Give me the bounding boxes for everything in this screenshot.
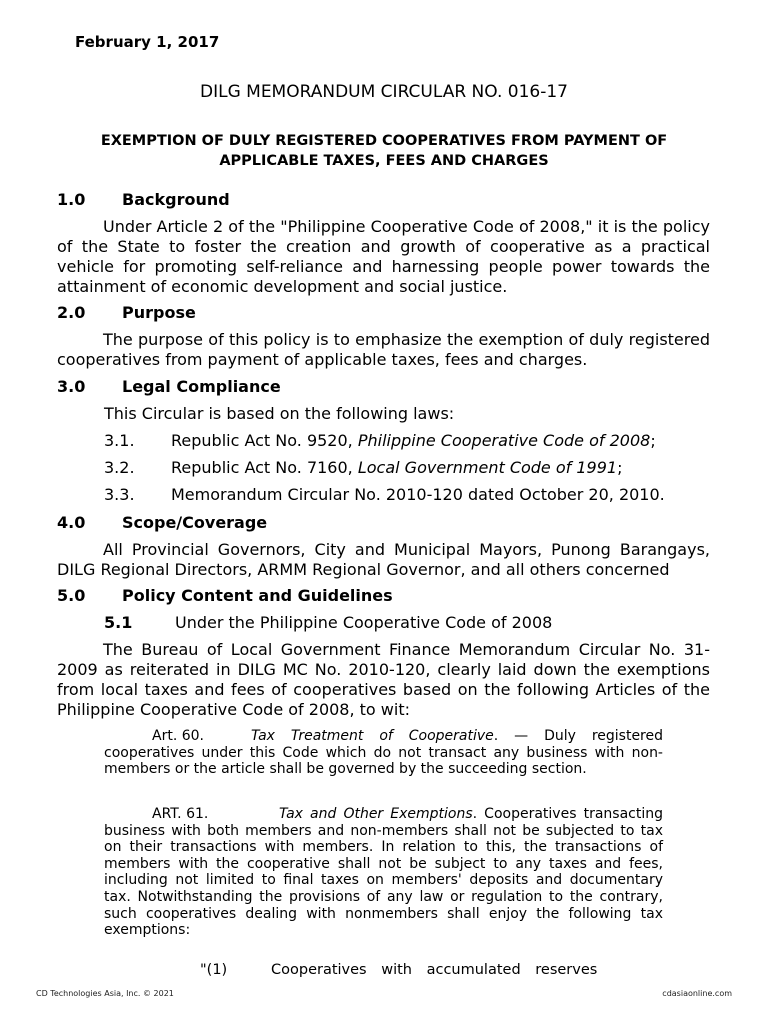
section-heading-purpose bbox=[57, 303, 196, 322]
law-item bbox=[104, 431, 656, 450]
law-item-end: ; bbox=[617, 458, 623, 477]
law-item bbox=[104, 458, 622, 477]
document-title: EXEMPTION OF DULY REGISTERED COOPERATIVES FROM PAYMENT OF APPLICABLE TAXES, FEES AND CHARGES bbox=[100, 133, 668, 169]
background-paragraph bbox=[57, 217, 710, 297]
law-item-text: Republic Act No. 7160, bbox=[171, 458, 358, 477]
exemption-text: Cooperatives with accumulated reserves bbox=[271, 962, 598, 978]
document-date: February 1, 2017 bbox=[75, 33, 220, 51]
purpose-paragraph bbox=[57, 330, 710, 370]
scope-paragraph bbox=[57, 540, 710, 580]
section-number: 4.0 bbox=[57, 513, 86, 532]
exemption-number: "(1) bbox=[200, 962, 228, 978]
section-number: 2.0 bbox=[57, 303, 86, 322]
law-item-number: 3.3. bbox=[104, 485, 135, 504]
law-item-number: 3.2. bbox=[104, 458, 135, 477]
article-label: Art. 60. bbox=[152, 728, 204, 744]
subsection-number: 5.1 bbox=[104, 613, 133, 632]
section-title: Purpose bbox=[122, 303, 196, 322]
article-title: Tax and Other Exemptions bbox=[279, 806, 473, 822]
law-item-text: Republic Act No. 9520, bbox=[171, 431, 358, 450]
article-text: . — Duly registered cooperatives under this Code which do not transact any business with non-members or the article shall be governed by the succeeding section. bbox=[104, 728, 664, 778]
law-item-end: ; bbox=[650, 431, 656, 450]
section-heading-policy bbox=[57, 586, 393, 605]
article-title: Tax Treatment of Cooperative bbox=[251, 728, 494, 744]
law-item-text: Memorandum Circular No. 2010-120 dated October 20, 2010. bbox=[171, 485, 665, 504]
section-heading-legal-compliance bbox=[57, 377, 281, 396]
paragraph-text: The purpose of this policy is to emphasize the exemption of duly registered cooperatives from payment of applicable taxes, fees and charges. bbox=[57, 330, 710, 369]
footer-copyright: CD Technologies Asia, Inc. © 2021 bbox=[36, 989, 174, 998]
law-item-title: Local Government Code of 1991 bbox=[357, 458, 618, 477]
policy-paragraph bbox=[57, 640, 710, 720]
section-heading-scope bbox=[57, 513, 267, 532]
law-item-number: 3.1. bbox=[104, 431, 135, 450]
legal-intro: This Circular is based on the following laws: bbox=[104, 404, 455, 423]
paragraph-text: Under Article 2 of the "Philippine Cooperative Code of 2008," it is the policy of the State to foster the creation and growth of cooperative as a practical vehicle for promoting self-reliance and harnessing people power towards the attainment of economic development and social justice. bbox=[57, 217, 710, 296]
subsection-title: Under the Philippine Cooperative Code of 2008 bbox=[175, 613, 553, 632]
article-61-quote bbox=[104, 806, 663, 939]
paragraph-text: All Provincial Governors, City and Municipal Mayors, Punong Barangays, DILG Regional Directors, ARMM Regional Governor, and all others concerned bbox=[57, 540, 710, 579]
subsection-5-1 bbox=[104, 613, 552, 632]
section-heading-background bbox=[57, 190, 230, 209]
section-number: 3.0 bbox=[57, 377, 86, 396]
footer-website[interactable]: cdasiaonline.com bbox=[662, 989, 732, 998]
section-title: Legal Compliance bbox=[122, 377, 281, 396]
section-number: 1.0 bbox=[57, 190, 86, 209]
article-text: . Cooperatives transacting business with both members and non-members shall not be subjected to tax on their transactions with members. In relation to this, the transactions of members with the cooperative shall not be subject to any taxes and fees, including not limited to final taxes on members' deposits and documentary tax. Notwithstanding the provisions of any law or regulation to the contrary, such cooperatives dealing with nonmembers shall enjoy the following tax exemptions: bbox=[104, 806, 663, 939]
law-item bbox=[104, 485, 665, 504]
article-60-quote bbox=[104, 728, 663, 778]
section-title: Policy Content and Guidelines bbox=[122, 586, 393, 605]
circular-number: DILG MEMORANDUM CIRCULAR NO. 016-17 bbox=[200, 82, 568, 102]
paragraph-text: The Bureau of Local Government Finance Memorandum Circular No. 31-2009 as reiterated in DILG MC No. 2010-120, clearly laid down the exemptions from local taxes and fees of cooperatives based on the following Articles of the Philippine Cooperative Code of 2008, to wit: bbox=[57, 640, 710, 719]
article-label: ART. 61. bbox=[152, 806, 209, 822]
exemption-item bbox=[200, 962, 597, 978]
law-item-title: Philippine Cooperative Code of 2008 bbox=[357, 431, 651, 450]
section-number: 5.0 bbox=[57, 586, 86, 605]
section-title: Background bbox=[122, 190, 230, 209]
section-title: Scope/Coverage bbox=[122, 513, 268, 532]
